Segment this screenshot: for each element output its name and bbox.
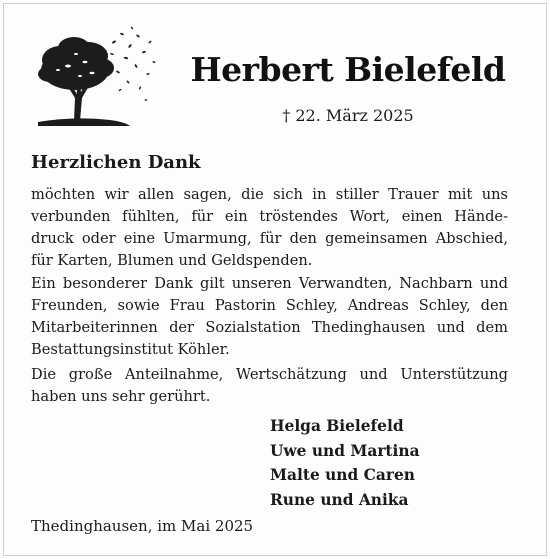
deceased-name: Herbert Bielefeld: [190, 50, 506, 89]
signer-name: Helga Bielefeld: [270, 417, 404, 435]
text-line: haben uns sehr gerührt.: [31, 388, 211, 405]
signer-name: Rune und Anika: [270, 490, 409, 509]
text-line: verbunden fühlten, für ein tröstendes Wort, einen Hände-: [31, 208, 508, 225]
text-line: Die große Anteilnahme, Wertschätzung und Unterstützung: [31, 366, 508, 383]
text-line: möchten wir allen sagen, die sich in stiller Trauer mit uns: [31, 186, 508, 203]
death-date: † 22. März 2025: [282, 106, 414, 125]
thanks-heading: Herzlichen Dank: [31, 152, 201, 173]
thanks-paragraph-3: [31, 364, 508, 408]
text-line: Ein besonderer Dank gilt unseren Verwandten, Nachbarn und: [31, 275, 508, 292]
tree-with-falling-leaves-icon: [30, 18, 170, 136]
text-line: druck oder eine Umarmung, für den gemeinsamen Abschied,: [31, 230, 508, 247]
signers-list: [270, 414, 420, 512]
text-line: Freunden, sowie Frau Pastorin Schley, Andreas Schley, den: [31, 297, 508, 314]
place-and-date: Thedinghausen, im Mai 2025: [31, 517, 254, 535]
thanks-paragraph-2: [31, 273, 508, 361]
text-line: Bestattungsinstitut Köhler.: [31, 341, 230, 358]
signer-name: Uwe und Martina: [270, 441, 420, 460]
text-line: für Karten, Blumen und Geldspenden.: [31, 252, 313, 269]
thanks-paragraph-1: [31, 184, 508, 272]
text-line: Mitarbeiterinnen der Sozialstation Thedinghausen und dem: [31, 319, 508, 336]
signer-name: Malte und Caren: [270, 466, 415, 485]
